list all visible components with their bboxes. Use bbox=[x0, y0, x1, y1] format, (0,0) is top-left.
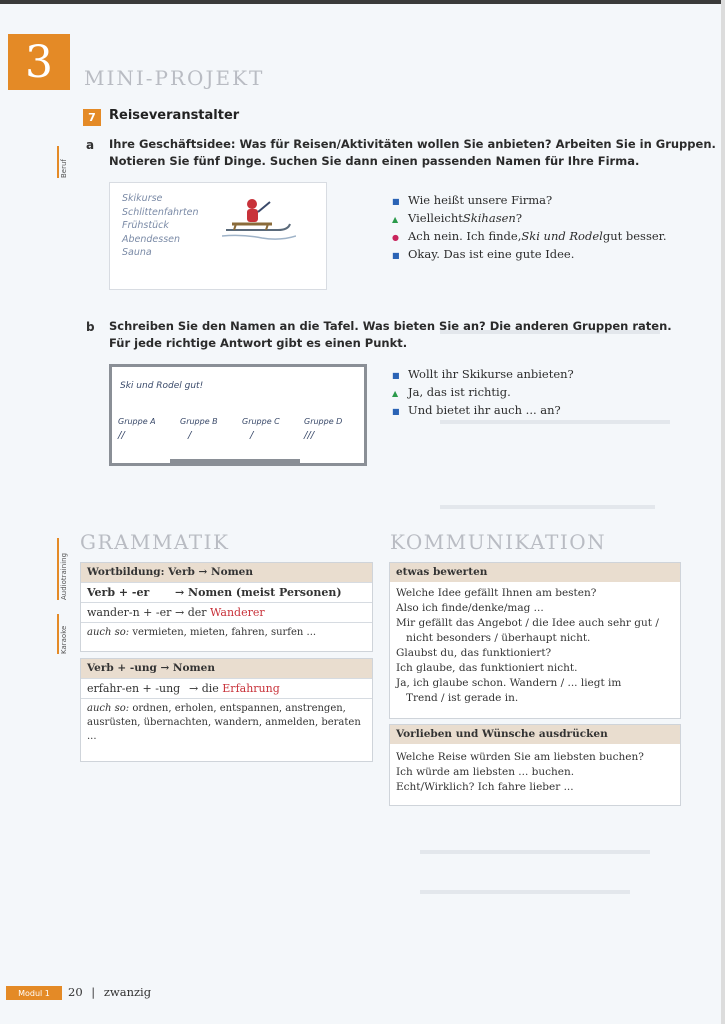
show-through-line bbox=[440, 420, 670, 424]
note-item: Sauna bbox=[122, 247, 152, 258]
right-edge-shadow bbox=[721, 0, 725, 1024]
task-title: Reiseveranstalter bbox=[109, 108, 240, 123]
board-group: Gruppe B / bbox=[180, 417, 218, 441]
dialog-line: ▲ Ja, das ist richtig. bbox=[392, 384, 574, 402]
instruction-b bbox=[109, 318, 672, 352]
exercise-letter-a: a bbox=[86, 138, 95, 152]
communication-phrases bbox=[390, 744, 680, 801]
communication-box-vorlieben bbox=[389, 724, 681, 806]
dialog-line: ■ Wie heißt unsere Firma? bbox=[392, 192, 667, 210]
grammar-box-er bbox=[80, 562, 373, 652]
dialog-line: ■ Und bietet ihr auch ... an? bbox=[392, 402, 574, 420]
communication-box-bewerten bbox=[389, 562, 681, 719]
phrase-line: Ich würde am liebsten ... buchen. bbox=[396, 766, 575, 778]
dialog-line: ● Ach nein. Ich finde, Ski und Rodel gut besser. bbox=[392, 228, 667, 246]
dot-bullet-icon: ● bbox=[392, 233, 399, 242]
dialog-a bbox=[392, 192, 667, 264]
sledge-illustration bbox=[222, 194, 296, 242]
square-bullet-icon: ■ bbox=[392, 251, 400, 260]
side-label-beruf: Beruf bbox=[57, 146, 67, 178]
phrase-line: Glaubst du, das funktioniert? bbox=[396, 647, 552, 659]
board-group: Gruppe C / bbox=[242, 417, 280, 441]
section-title-kommunikation: KOMMUNIKATION bbox=[390, 530, 607, 554]
instruction-a-line2: Notieren Sie fünf Dinge. Suchen Sie dann einen passenden Namen für Ihre Firma. bbox=[109, 154, 640, 168]
note-item: Schlittenfahrten bbox=[122, 206, 199, 218]
grammar-rule-row: Verb + -er → Nomen (meist Personen) bbox=[81, 582, 372, 602]
note-item: Skikurse bbox=[122, 193, 163, 204]
instruction-a-line1: Ihre Geschäftsidee: Was für Reisen/Aktivitäten wollen Sie anbieten? Arbeiten Sie in Gruppen. bbox=[109, 137, 716, 151]
instruction-a bbox=[109, 136, 716, 170]
footer-page-number: 20 | zwanzig bbox=[68, 985, 152, 999]
board-group: Gruppe D /// bbox=[304, 417, 343, 441]
square-bullet-icon: ■ bbox=[392, 407, 400, 416]
side-label-karaoke: Karaoke bbox=[57, 614, 67, 654]
grammar-example-row: wander-n + -er → der Wanderer bbox=[81, 602, 372, 622]
phrase-line: Welche Reise würden Sie am liebsten buchen? bbox=[396, 751, 644, 763]
communication-box-header: etwas bewerten bbox=[390, 563, 680, 582]
grammar-also-row: auch so: vermieten, mieten, fahren, surfen ... bbox=[81, 622, 372, 643]
note-item: Abendessen bbox=[122, 233, 181, 245]
chalkboard-rail bbox=[170, 459, 300, 464]
grammar-box-header: Wortbildung: Verb → Nomen bbox=[81, 563, 372, 582]
square-bullet-icon: ■ bbox=[392, 371, 400, 380]
section-title-grammatik: GRAMMATIK bbox=[80, 530, 230, 554]
communication-box-header: Vorlieben und Wünsche ausdrücken bbox=[390, 725, 680, 744]
dialog-line: ■ Okay. Das ist eine gute Idee. bbox=[392, 246, 667, 264]
dialog-b bbox=[392, 366, 574, 420]
footer-module-tab: Modul 1 bbox=[6, 986, 62, 1000]
exercise-letter-b: b bbox=[86, 320, 95, 334]
grammar-also-row: auch so: ordnen, erholen, entspannen, anstrengen, ausrüsten, übernachten, wandern, anmelden, beraten ... bbox=[81, 698, 372, 747]
board-group: Gruppe A // bbox=[118, 417, 156, 441]
note-item: Frühstück bbox=[122, 220, 169, 231]
triangle-bullet-icon: ▲ bbox=[392, 215, 399, 224]
phrase-line: Ich glaube, das funktioniert nicht. bbox=[396, 662, 578, 674]
section-title-mini-projekt: MINI-PROJEKT bbox=[84, 66, 265, 90]
phrase-line: nicht besonders / überhaupt nicht. bbox=[406, 632, 591, 644]
task-number-badge: 7 bbox=[83, 109, 101, 126]
grammar-box-ung bbox=[80, 658, 373, 762]
phrase-line: Ja, ich glaube schon. Wandern / ... liegt im bbox=[396, 677, 622, 689]
show-through-line bbox=[420, 850, 650, 854]
phrase-line: Also ich finde/denke/mag ... bbox=[396, 602, 544, 614]
grammar-box-header: Verb + -ung → Nomen bbox=[81, 659, 372, 678]
communication-phrases bbox=[390, 582, 680, 710]
chalkboard bbox=[109, 364, 367, 466]
chapter-number-badge: 3 bbox=[8, 34, 70, 90]
dialog-line: ■ Wollt ihr Skikurse anbieten? bbox=[392, 366, 574, 384]
phrase-line: Mir gefällt das Angebot / die Idee auch sehr gut / bbox=[396, 617, 659, 629]
handwritten-list bbox=[122, 192, 199, 260]
show-through-line bbox=[440, 505, 655, 509]
phrase-line: Trend / ist gerade in. bbox=[406, 692, 519, 704]
board-groups bbox=[118, 417, 354, 441]
triangle-bullet-icon: ▲ bbox=[392, 389, 399, 398]
phrase-line: Welche Idee gefällt Ihnen am besten? bbox=[396, 587, 597, 599]
instruction-b-line2: Für jede richtige Antwort gibt es einen Punkt. bbox=[109, 336, 408, 350]
phrase-line: Echt/Wirklich? Ich fahre lieber ... bbox=[396, 781, 574, 793]
grammar-example-row: erfahr-en + -ung → die Erfahrung bbox=[81, 678, 372, 698]
show-through-line bbox=[420, 890, 630, 894]
instruction-b-line1: Schreiben Sie den Namen an die Tafel. Was bieten Sie an? Die anderen Gruppen raten. bbox=[109, 319, 672, 333]
dialog-line: ▲ Vielleicht Skihasen ? bbox=[392, 210, 667, 228]
square-bullet-icon: ■ bbox=[392, 197, 400, 206]
side-label-audiotraining: Audiotraining bbox=[57, 538, 67, 600]
board-title: Ski und Rodel gut! bbox=[120, 381, 204, 391]
top-border bbox=[0, 0, 725, 4]
